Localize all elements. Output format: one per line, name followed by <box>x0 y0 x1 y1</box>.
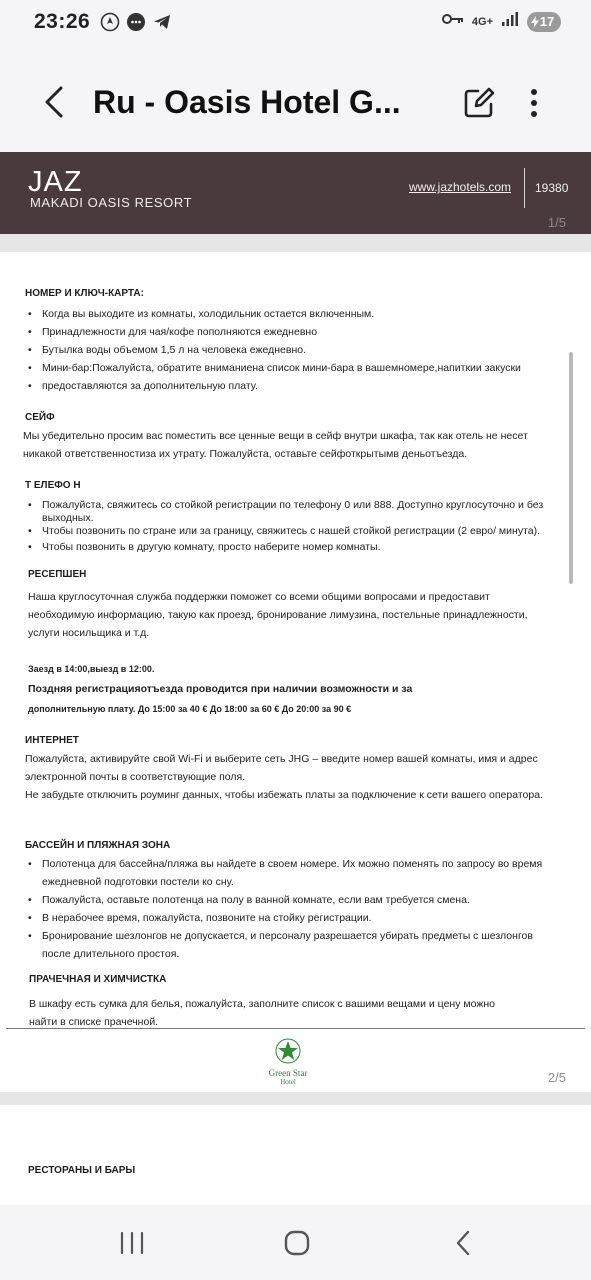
page-divider-band <box>0 234 591 252</box>
late-checkout-prices: дополнительную плату. До 15:00 за 40 € До 18:00 за 60 € До 20:00 за 90 € <box>28 704 352 714</box>
section-title-room: НОМЕР И КЛЮЧ-КАРТА: <box>25 288 144 299</box>
list-item: • Пожалуйста, оставьте полотенца на полу в ванной комнате, если вам требуется смена. <box>28 891 555 909</box>
document-page-2 <box>0 1105 591 1205</box>
section-title-internet: ИНТЕРНЕТ <box>25 735 79 746</box>
edit-button[interactable] <box>462 86 496 120</box>
more-options-button[interactable] <box>522 86 546 120</box>
recent-apps-button[interactable] <box>112 1227 152 1259</box>
section-title-safe: СЕЙФ <box>25 412 55 423</box>
list-item: • Мини-бар:Пожалуйста, обратите вниманиена список мини-бара в вашемномере,напиткии закуски <box>28 359 555 377</box>
scrollbar[interactable] <box>569 352 573 584</box>
list-item: • Полотенца для бассейна/пляжа вы найдете в своем номере. Их можно поменять по запросу во время ежедневной подготовки постели ко сну. <box>28 855 555 891</box>
notification-icons <box>100 12 172 32</box>
page-gap <box>0 1092 591 1105</box>
pool-list <box>25 855 555 963</box>
reception-text: Наша круглосуточная служба поддержки поможет со всеми общими вопросами и предоставит необходимую информацию, такую как проезд, бронирование лимузина, постельные принадлежности, услуги носильщика и т.д. <box>28 591 528 639</box>
phone-list <box>25 499 555 554</box>
list-item: • Принадлежности для чая/кофе пополняются ежедневно <box>28 323 555 341</box>
nav-back-button[interactable] <box>443 1227 483 1259</box>
list-item: • Пожалуйста, свяжитесь со стойкой регистрации по телефону 0 или 888. Доступно круглосуточно и без выходных. <box>28 499 555 525</box>
location-icon <box>100 12 120 32</box>
document-title: Ru - Oasis Hotel G... <box>93 84 401 120</box>
app-bar <box>0 46 591 152</box>
list-item: • Бутылка воды объемом 1,5 л на человека ежедневно. <box>28 341 555 359</box>
green-star-label: Green Star <box>268 1068 308 1078</box>
signal-icon <box>501 11 519 32</box>
recent-apps-icon <box>119 1231 145 1255</box>
chevron-left-icon <box>43 85 65 119</box>
battery-indicator <box>527 12 561 32</box>
list-item: • Когда вы выходите из комнаты, холодильник остается включенным. <box>28 305 555 323</box>
chat-icon <box>126 12 146 32</box>
document-page-1 <box>0 152 591 1092</box>
list-item: • Чтобы позвонить по стране или за границу, свяжитесь с нашей стойкой регистрации (2 евро/ минута). <box>28 525 555 538</box>
green-star-sublabel: Hotel <box>280 1078 296 1086</box>
list-item: • В нерабочее время, пожалуйста, позвоните на стойку регистрации. <box>28 909 555 927</box>
green-star-logo <box>258 1038 318 1084</box>
system-icons <box>442 11 561 32</box>
safe-text: Мы убедительно просим вас поместить все ценные вещи в сейф внутри шкафа, так как отель не несет никакой ответственностиза их утрату. Пожалуйста, оставьте сейфоткрытымв деньотъезда. <box>23 430 528 460</box>
banner-code: 19380 <box>535 181 569 195</box>
section-title-pool: БАССЕЙН И ПЛЯЖНАЯ ЗОНА <box>25 840 171 851</box>
section-title-phone: Т ЕЛЕФО Н <box>25 480 81 491</box>
brand-logo: JAZ <box>28 166 83 198</box>
page-number: 1/5 <box>547 215 566 230</box>
banner-divider <box>524 168 525 208</box>
charging-icon <box>531 16 539 28</box>
battery-level: 17 <box>539 14 555 29</box>
back-button[interactable] <box>36 84 72 120</box>
footer-divider <box>6 1028 585 1029</box>
document-viewer[interactable] <box>0 152 591 1205</box>
header-banner <box>0 152 591 234</box>
edit-icon <box>462 86 496 120</box>
list-item: • Чтобы позвонить в другую комнату, просто наберите номер комнаты. <box>28 541 555 554</box>
website-link[interactable]: www.jazhotels.com <box>409 180 512 194</box>
brand-subtitle: MAKADI OASIS RESORT <box>30 195 193 210</box>
telegram-icon <box>152 12 172 32</box>
key-icon <box>442 12 464 31</box>
late-checkout-text: Поздняя регистрацияотъезда проводится при наличии возможности и за <box>28 683 413 695</box>
navigation-bar <box>0 1205 591 1280</box>
list-item: • предоставляются за дополнительную плату. <box>28 377 555 395</box>
home-icon <box>283 1229 311 1257</box>
list-item: • Бронирование шезлонгов не допускается, и персоналу разрешается убирать предметы с шезлонгов после длительного простоя. <box>28 927 555 963</box>
more-vertical-icon <box>522 86 546 120</box>
internet-roaming-text: Не забудьте отключить роуминг данных, чтобы избежать платы за подключение к сети вашего оператора. <box>25 789 543 801</box>
internet-text: Пожалуйста, активируйте свой Wi-Fi и выберите сеть JHG – введите номер вашей комнаты, имя и адрес электронной почты в соответствующие поля. <box>25 753 538 783</box>
room-list <box>25 305 555 395</box>
section-title-reception: РЕСЕПШЕН <box>28 569 87 580</box>
green-star-icon <box>275 1038 301 1064</box>
back-icon <box>453 1229 473 1257</box>
status-time: 23:26 <box>34 10 91 33</box>
status-bar <box>0 0 591 46</box>
page-content <box>25 285 555 1031</box>
section-title-laundry: ПРАЧЕЧНАЯ И ХИМЧИСТКА <box>29 974 167 985</box>
section-title-restaurants: РЕСТОРАНЫ И БАРЫ <box>28 1165 136 1176</box>
page-number: 2/5 <box>547 1070 566 1085</box>
laundry-text: В шкафу есть сумка для белья, пожалуйста, заполните список с вашими вещами и цену можно найти в списке прачечной. <box>29 998 495 1028</box>
checkin-text: Заезд в 14:00,выезд в 12:00. <box>28 664 155 674</box>
network-type: 4G+ <box>471 15 493 28</box>
home-button[interactable] <box>277 1227 317 1259</box>
